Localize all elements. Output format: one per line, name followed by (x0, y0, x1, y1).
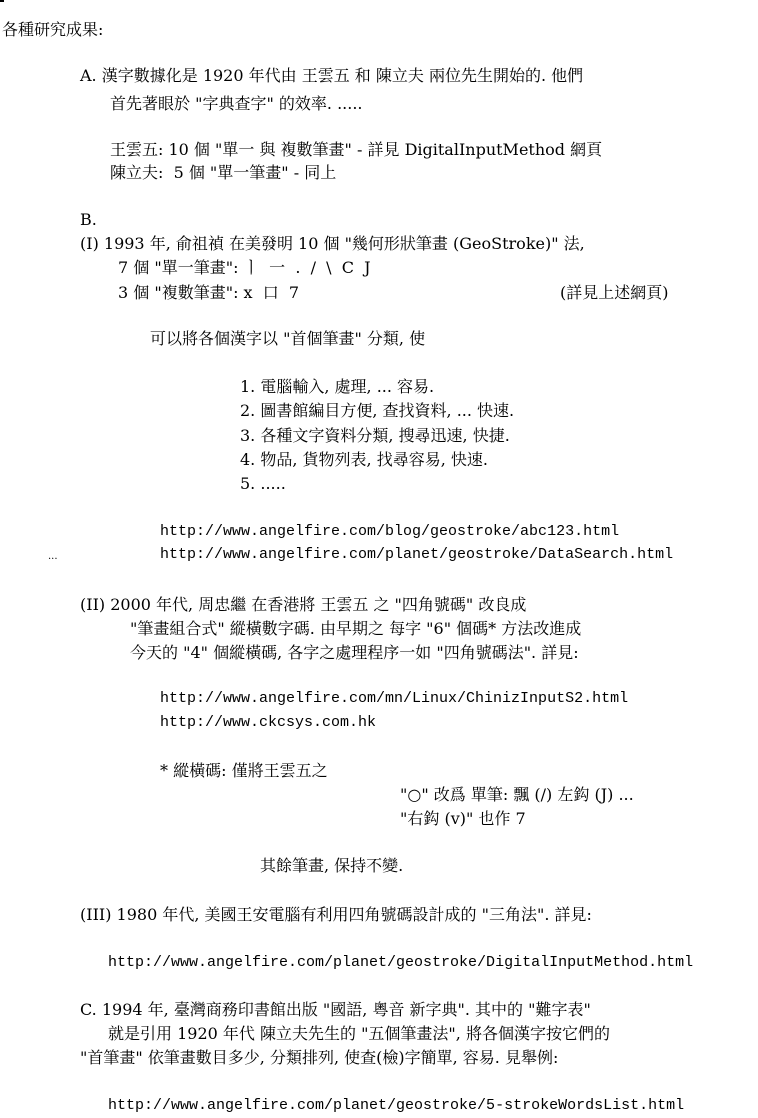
section-b-i-line-1: (I) 1993 年, 俞祖禎 在美發明 10 個 "幾何形狀筆畫 (GeoStroke)" 法, (80, 234, 585, 253)
footnote-line-3: "右鈎 (v)" 也作 7 (400, 809, 526, 828)
list-item: 4. 物品, 貨物列表, 找尋容易, 快速. (240, 450, 488, 469)
page-title: 各種研究成果: (2, 20, 104, 39)
section-b-ii-line-2: "筆畫組合式" 縱橫數字碼. 由早期之 每字 "6" 個碼* 方法改進成 (130, 619, 582, 638)
list-item: 2. 圖書館編目方便, 查找資料, ... 快速. (240, 401, 515, 420)
url-link[interactable]: http://www.angelfire.com/planet/geostroke/DataSearch.html (160, 546, 674, 563)
section-c-line-2: 就是引用 1920 年代 陳立夫先生的 "五個筆畫法", 將各個漢字按它們的 (108, 1024, 610, 1043)
corner-mark (0, 0, 4, 2)
footnote-line-1: * 縱橫碼: 僅將王雲五之 (160, 761, 328, 780)
url-link[interactable]: http://www.angelfire.com/blog/geostroke/abc123.html (160, 523, 620, 540)
footnote-line-2: "○" 改爲 單筆: 飄 (/) 左鈎 (J) ... (400, 785, 634, 804)
url-link[interactable]: http://www.angelfire.com/planet/geostroke/5-strokeWordsList.html (108, 1097, 685, 1114)
section-a-line-2: 首先著眼於 "字典查字" 的效率. ..... (110, 94, 363, 113)
section-a-line-3: 王雲五: 10 個 "單一 與 複數筆畫" - 詳見 DigitalInputMethod 網頁 (110, 140, 603, 159)
url-link[interactable]: http://www.angelfire.com/planet/geostroke/DigitalInputMethod.html (108, 954, 694, 971)
url-link[interactable]: http://www.angelfire.com/mn/Linux/ChinizInputS2.html (160, 690, 629, 707)
section-c-line-1: C. 1994 年, 臺灣商務印書館出版 "國語, 粵音 新字典". 其中的 "難字表" (80, 1000, 591, 1019)
section-b-ii-line-3: 今天的 "4" 個縱橫碼, 各字之處理程序一如 "四角號碼法". 詳見: (130, 643, 579, 662)
section-c-line-3: "首筆畫" 依筆畫數目多少, 分類排列, 使查(檢)字簡單, 容易. 見舉例: (80, 1048, 559, 1067)
list-item: 1. 電腦輸入, 處理, ... 容易. (240, 377, 435, 396)
section-b-i-line-2: 7 個 "單一筆畫": ㅣ 一 . / \ C J (118, 258, 371, 277)
section-b-ii-line-1: (II) 2000 年代, 周忠繼 在香港將 王雲五 之 "四角號碼" 改良成 (80, 595, 527, 614)
section-b-iii-line-1: (III) 1980 年代, 美國王安電腦有利用四角號碼設計成的 "三角法". 詳見: (80, 905, 592, 924)
section-b-i-line-3-note: (詳見上述網頁) (560, 283, 669, 302)
section-b-i-intro: 可以將各個漢字以 "首個筆畫" 分類, 使 (150, 329, 426, 348)
section-a-line-1: A. 漢字數據化是 1920 年代由 王雲五 和 陳立夫 兩位先生開始的. 他們 (80, 66, 584, 85)
url-link[interactable]: http://www.ckcsys.com.hk (160, 714, 377, 731)
margin-dots: ... (48, 551, 58, 562)
section-b-label: B. (80, 210, 97, 229)
footnote-line-4: 其餘筆畫, 保持不變. (260, 856, 404, 875)
section-b-i-line-3: 3 個 "複數筆畫": x 口 7 (118, 283, 300, 302)
list-item: 5. ..... (240, 474, 286, 493)
section-a-line-4: 陳立夫: 5 個 "單一筆畫" - 同上 (110, 163, 337, 182)
list-item: 3. 各種文字資料分類, 搜尋迅速, 快捷. (240, 426, 510, 445)
